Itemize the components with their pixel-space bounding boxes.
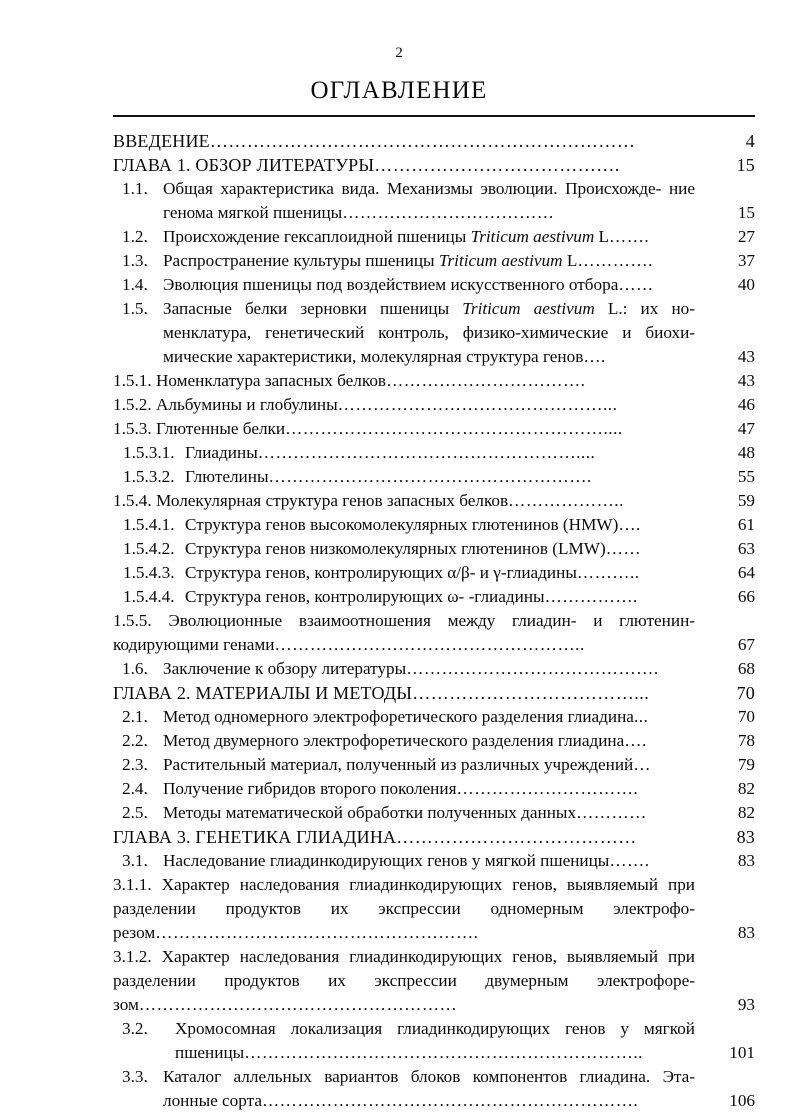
toc-entry[interactable] <box>113 801 755 825</box>
toc-entry-text: ГЛАВА 3. ГЕНЕТИКА ГЛИАДИНА………………………………… <box>113 827 637 847</box>
toc-entry-body <box>113 465 755 489</box>
dot-leader: … <box>633 755 651 774</box>
toc-entry-page-number: 59 <box>737 491 755 510</box>
toc-entry[interactable] <box>113 393 755 417</box>
toc-entry-page-number: 66 <box>737 587 755 606</box>
page-title: ОГЛАВЛЕНИЕ <box>310 77 488 104</box>
toc-entry-number: 2.2. <box>122 731 148 750</box>
toc-entry-number: 3.1.2. <box>113 947 152 966</box>
toc-entry[interactable] <box>113 1065 755 1113</box>
toc-entry-body <box>113 873 755 945</box>
toc-entry-body <box>113 225 755 249</box>
toc-entry-text: ГЛАВА 2. МАТЕРИАЛЫ И МЕТОДЫ………………………………... <box>113 683 650 703</box>
species-name-italic: Triticum aestivum <box>462 299 595 318</box>
dot-leader: …… <box>605 539 642 558</box>
toc-entry-number: 1.5. <box>122 299 148 318</box>
toc-entry-body <box>113 825 755 849</box>
toc-entry-text: 3.1.2. Характер наследования глиадинкодирующих генов, выявляемый при разделении продуктов их экспрессии двумерным электрофоре- зом……………………………………………… <box>113 947 696 1014</box>
toc-entry-page-number: 79 <box>737 755 755 774</box>
toc-entry-number: 1.5.4.3. <box>123 563 175 582</box>
toc-entry-number: 1.3. <box>122 251 148 270</box>
toc-entry[interactable] <box>113 177 755 225</box>
toc-entry-page-number: 68 <box>737 659 755 678</box>
toc-entry-page-number: 78 <box>737 731 755 750</box>
toc-entry-text: Метод двумерного электрофоретического разделения глиадина…. <box>163 731 647 750</box>
toc-entry-number: 3.2. <box>122 1019 148 1038</box>
toc-entry-body <box>113 729 755 753</box>
dot-leader: ……………. <box>544 587 638 606</box>
dot-leader: ………………………………………………. <box>268 467 592 486</box>
toc-entry-page-number: 61 <box>737 515 755 534</box>
dot-leader: …. <box>618 515 641 534</box>
dot-leader: ……………………………………. <box>406 659 659 678</box>
toc-entry-number: 3.3. <box>122 1067 148 1086</box>
dot-leader: ……….. <box>576 563 640 582</box>
toc-entry-text: ВВЕДЕНИЕ…………………………………………………………… <box>113 131 636 151</box>
page-number-folio: 2 <box>395 45 403 61</box>
toc-entry-body <box>113 393 755 417</box>
toc-entry[interactable] <box>113 273 755 297</box>
toc-entry-number: 1.5.4. <box>113 491 152 510</box>
toc-entry-body <box>113 657 755 681</box>
toc-entry-number: 1.6. <box>122 659 148 678</box>
toc-entry-number: 1.5.3. <box>113 419 152 438</box>
dot-leader: ………………………………... <box>412 683 650 703</box>
toc-entry[interactable] <box>113 777 755 801</box>
toc-entry-text: Происхождение гексаплоидной пшеницы Triticum aestivum L……. <box>163 227 650 246</box>
toc-entry-number: 1.1. <box>122 179 148 198</box>
toc-entry-page-number: 106 <box>729 1091 755 1110</box>
toc-entry-number: 1.4. <box>122 275 148 294</box>
toc-entry-body <box>113 801 755 825</box>
dot-leader: ……………………………… <box>342 203 555 222</box>
toc-entry-body <box>113 705 755 729</box>
toc-entry[interactable] <box>113 705 755 729</box>
toc-entry[interactable] <box>113 417 755 441</box>
toc-entry-page-number: 70 <box>736 683 755 703</box>
toc-entry[interactable] <box>113 753 755 777</box>
toc-entry-body <box>113 681 755 705</box>
toc-entry-number: 1.5.3.2. <box>123 467 175 486</box>
toc-entry-page-number: 82 <box>737 779 755 798</box>
toc-entry[interactable] <box>113 681 755 705</box>
toc-entry-text: Общая характеристика вида. Механизмы эволюции. Происхожде- ние генома мягкой пшеницы……………………………… <box>163 179 695 222</box>
toc-entry-text: Наследование глиадинкодирующих генов у мягкой пшеницы……. <box>163 851 650 870</box>
dot-leader: …………………………………. <box>374 155 620 175</box>
toc-entry-body <box>113 249 755 273</box>
toc-entry-text: Глютелины………………………………………………. <box>185 467 592 486</box>
toc-entry-text: ГЛАВА 1. ОБЗОР ЛИТЕРАТУРЫ…………………………………. <box>113 155 620 175</box>
toc-entry-number: 2.3. <box>122 755 148 774</box>
toc-entry-body <box>113 1065 755 1113</box>
dot-leader: …………………………………………….. <box>274 635 585 654</box>
species-name-italic: Triticum aestivum <box>470 227 595 246</box>
toc-entry-text: Структура генов низкомолекулярных глютенинов (LMW)…… <box>185 539 642 558</box>
toc-entry-page-number: 40 <box>737 275 755 294</box>
toc-entry-text: 1.5.3. Глютенные белки……………………………………………….... <box>113 419 623 438</box>
toc-entry-page-number: 67 <box>737 635 755 654</box>
toc-entry-number: 1.5.4.4. <box>123 587 175 606</box>
toc-entry-page-number: 27 <box>737 227 755 246</box>
toc-entry[interactable] <box>113 465 755 489</box>
toc-entry[interactable] <box>113 513 755 537</box>
dot-leader: …. <box>624 731 647 750</box>
dot-leader: ……………………………………………….... <box>257 443 596 462</box>
toc-entry[interactable] <box>113 297 755 369</box>
toc-entry[interactable] <box>113 249 755 273</box>
toc-entry-number: 2.5. <box>122 803 148 822</box>
toc-entry-page-number: 82 <box>737 803 755 822</box>
toc-entry-page-number: 47 <box>737 419 755 438</box>
dot-leader: ……. <box>609 227 650 246</box>
toc-entry-page-number: 83 <box>736 827 755 847</box>
dot-leader: ……………….. <box>508 491 624 510</box>
toc-entry-text: Методы математической обработки полученных данных………… <box>163 803 647 822</box>
toc-entry-text: Растительный материал, полученный из различных учреждений… <box>163 755 651 774</box>
toc-entry-body <box>113 177 755 225</box>
toc-entry[interactable] <box>113 1017 755 1065</box>
toc-entry-body <box>113 849 755 873</box>
dot-leader: ……………………………………………….... <box>285 419 623 438</box>
toc-entry-body <box>113 153 755 177</box>
toc-entry-number: 2.1. <box>122 707 148 726</box>
toc-entry-body <box>113 777 755 801</box>
toc-entry-body <box>113 945 755 1017</box>
toc-entry-page-number: 43 <box>737 347 755 366</box>
toc-entry-text: Получение гибридов второго поколения…………………………. <box>163 779 639 798</box>
toc-entry-text: 1.5.2. Альбумины и глобулины………………………………………... <box>113 395 618 414</box>
toc-entry-text: Запасные белки зерновки пшеницы Triticum aestivum L.: их но- менклатура, генетический контроль, физико-химические и биохи- мические характеристики, молекулярная структура генов…. <box>163 299 695 366</box>
toc-entry[interactable] <box>113 225 755 249</box>
toc-entry-text: 1.5.5. Эволюционные взаимоотношения между глиадин- и глютенин- кодирующими генами…………………………………………….. <box>113 611 695 654</box>
toc-entry-number: 1.5.4.1. <box>123 515 175 534</box>
dot-leader: ………………………………………………………. <box>261 1091 639 1110</box>
toc-entry-text: 1.5.4. Молекулярная структура генов запасных белков……………….. <box>113 491 624 510</box>
header-divider-rule <box>113 115 755 117</box>
dot-leader: …. <box>583 347 606 366</box>
toc-entry-body <box>113 1017 755 1065</box>
toc-entry-text: Эволюция пшеницы под воздействием искусственного отбора…… <box>163 275 654 294</box>
toc-entry-number: 1.2. <box>122 227 148 246</box>
dot-leader: ……. <box>609 851 650 870</box>
dot-leader: …………………………………………………………… <box>209 131 636 151</box>
dot-leader: ……………………………. <box>386 371 586 390</box>
dot-leader: ……………………………………………… <box>138 995 458 1014</box>
toc-entry-body <box>113 417 755 441</box>
toc-entry-body <box>113 753 755 777</box>
toc-entry-text: Метод одномерного электрофоретического разделения глиадина... <box>163 707 649 726</box>
toc-entry[interactable] <box>113 369 755 393</box>
toc-entry-number: 2.4. <box>122 779 148 798</box>
toc-entry-page-number: 83 <box>737 923 755 942</box>
toc-entry-body <box>113 537 755 561</box>
toc-entry-body <box>113 513 755 537</box>
dot-leader: …………. <box>577 251 653 270</box>
toc-entry-text: Заключение к обзору литературы……………………………………. <box>163 659 659 678</box>
toc-entry-page-number: 46 <box>737 395 755 414</box>
toc-entry-number: 1.5.3.1. <box>123 443 175 462</box>
toc-entry-number: 1.5.4.2. <box>123 539 175 558</box>
toc-entry-page-number: 37 <box>737 251 755 270</box>
species-name-italic: Triticum aestivum <box>438 251 563 270</box>
toc-entry-body <box>113 585 755 609</box>
dot-leader: …… <box>618 275 654 294</box>
toc-entry[interactable] <box>113 537 755 561</box>
toc-entry-body <box>113 129 755 153</box>
toc-entry[interactable] <box>113 609 755 657</box>
toc-entry-number: 3.1.1. <box>113 875 152 894</box>
toc-entry-body <box>113 561 755 585</box>
dot-leader: ………………………………………... <box>337 395 618 414</box>
toc-entry-text: 3.1.1. Характер наследования глиадинкодирующих генов, выявляемый при разделении продуктов их экспрессии одномерным электрофо- резом………………………………………………. <box>113 875 696 942</box>
toc-entry[interactable] <box>113 873 755 945</box>
toc-entry[interactable] <box>113 441 755 465</box>
dot-leader: ... <box>633 707 649 726</box>
toc-entry-page-number: 101 <box>729 1043 755 1062</box>
toc-entry-page-number: 15 <box>736 155 755 175</box>
dot-leader: ………………………………………………. <box>155 923 479 942</box>
toc-entry-text: Каталог аллельных вариантов блоков компонентов глиадина. Эта- лонные сорта………………………………………………………. <box>163 1067 695 1110</box>
toc-entry-body <box>113 609 755 657</box>
toc-entry[interactable] <box>113 489 755 513</box>
toc-entry-body <box>113 369 755 393</box>
toc-entry-body <box>113 297 755 369</box>
toc-entry-page-number: 70 <box>737 707 755 726</box>
toc-entry-text: Структура генов высокомолекулярных глютенинов (HMW)…. <box>185 515 641 534</box>
toc-entry-page-number: 83 <box>737 851 755 870</box>
toc-entry[interactable] <box>113 561 755 585</box>
toc-entry-number: 1.5.2. <box>113 395 152 414</box>
toc-entry[interactable] <box>113 585 755 609</box>
toc-entry[interactable] <box>113 657 755 681</box>
toc-entry-page-number: 93 <box>737 995 755 1014</box>
toc-entry-page-number: 48 <box>737 443 755 462</box>
toc-entry-page-number: 63 <box>737 539 755 558</box>
toc-entry-page-number: 15 <box>737 203 755 222</box>
table-of-contents <box>113 129 755 1113</box>
toc-entry-body <box>113 441 755 465</box>
toc-entry[interactable] <box>113 825 755 849</box>
toc-entry-text: Структура генов, контролирующих ω- -глиадины……………. <box>185 587 638 606</box>
toc-entry[interactable] <box>113 849 755 873</box>
toc-entry-body <box>113 273 755 297</box>
toc-entry-text: Хромосомная локализация глиадинкодирующих генов у мягкой пшеницы………………………………………………………….. <box>175 1019 695 1062</box>
dot-leader: …………………………. <box>456 779 639 798</box>
toc-entry-page-number: 4 <box>745 131 755 151</box>
toc-entry[interactable] <box>113 729 755 753</box>
toc-entry-number: 1.5.5. <box>113 611 152 630</box>
toc-entry-text: Структура генов, контролирующих α/β- и γ-глиадины……….. <box>185 563 640 582</box>
dot-leader: ………………………………………………………….. <box>244 1043 643 1062</box>
toc-entry-page-number: 55 <box>737 467 755 486</box>
toc-entry-page-number: 43 <box>737 371 755 390</box>
toc-entry-page-number: 64 <box>737 563 755 582</box>
toc-entry-text: Распространение культуры пшеницы Triticum aestivum L…………. <box>163 251 653 270</box>
dot-leader: ………………………………… <box>396 827 637 847</box>
toc-entry[interactable] <box>113 945 755 1017</box>
toc-entry-text: 1.5.1. Номенклатура запасных белков……………………………. <box>113 371 586 390</box>
toc-entry-number: 1.5.1. <box>113 371 152 390</box>
toc-entry-body <box>113 489 755 513</box>
dot-leader: ………… <box>576 803 647 822</box>
toc-entry-text: Глиадины……………………………………………….... <box>185 443 596 462</box>
toc-entry-number: 3.1. <box>122 851 148 870</box>
toc-entry[interactable] <box>113 153 755 177</box>
toc-entry[interactable] <box>113 129 755 153</box>
